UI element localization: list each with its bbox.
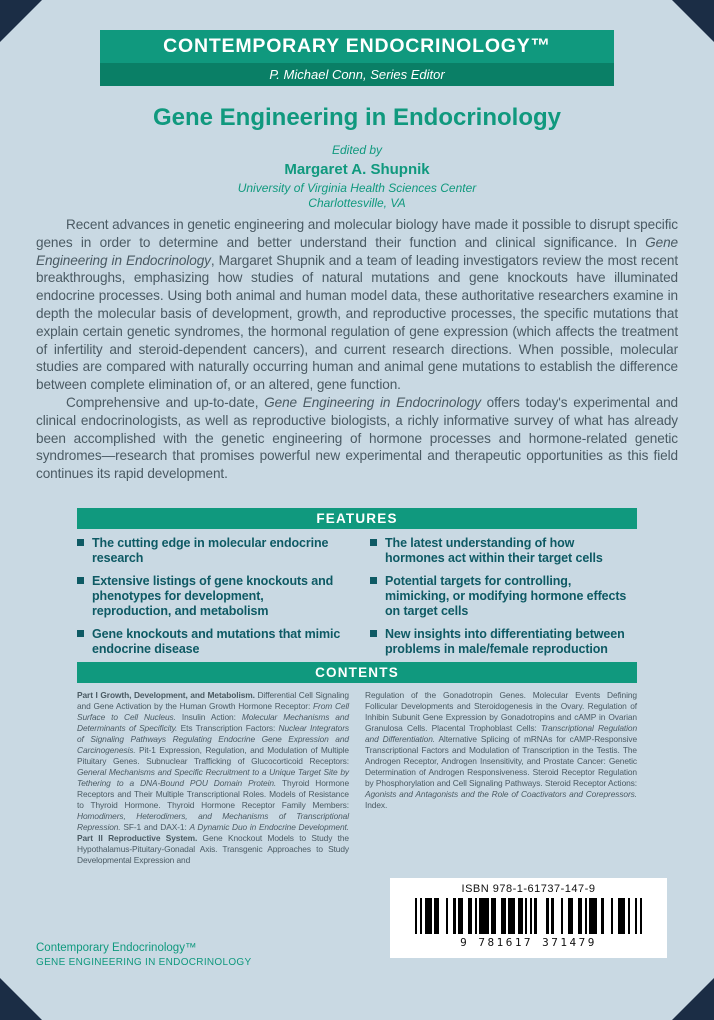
- corner-triangle-top-left: [0, 0, 42, 42]
- feature-text: The cutting edge in molecular endocrine research: [92, 536, 329, 565]
- square-bullet-icon: [77, 539, 84, 546]
- editor-location: Charlottesville, VA: [308, 196, 406, 210]
- features-column-right: [370, 536, 637, 657]
- contents-list: [77, 690, 637, 866]
- square-bullet-icon: [370, 630, 377, 637]
- editor-affiliation: University of Virginia Health Sciences Center: [237, 181, 477, 195]
- feature-text: Extensive listings of gene knockouts and phenotypes for development, reproduction, and metabolism: [92, 574, 334, 618]
- description: [36, 216, 678, 483]
- footer: [36, 942, 252, 968]
- edited-by-label: Edited by: [331, 143, 383, 157]
- feature-item: [77, 536, 344, 566]
- square-bullet-icon: [77, 630, 84, 637]
- corner-triangle-top-right: [672, 0, 714, 42]
- editor-name: Margaret A. Shupnik: [284, 161, 430, 178]
- title-block: [0, 104, 714, 211]
- contents-column-left: Part I Growth, Development, and Metabolism. Differential Cell Signaling and Gene Activation by the Human Growth Hormone Receptor: From Cell Surface to Cell Nucleus. Insulin Action: Molecular Mechanisms and Determinants of Specificity. Ets Transcription Factors: Nuclear Integrators of Signaling Pathways Regulating Endocrine Gene Expression and Carcinogenesis. Pit-1 Expression, Regulation, and Modulation of Multiple Pituitary Genes. Subnuclear Trafficking of Glucocorticoid Receptors: General Mechanisms and Specific Recruitment to a Unique Target Site by Tethering to a DNA-Bound POU Domain Protein. Thyroid Hormone Receptors and Their Multiple Transcriptional Roles. Models of Resistance to Thyroid Hormone. Thyroid Hormone Receptor Family Members: Homodimers, Heterodimers, and Mechanisms of Transcriptional Repression. SF-1 and DAX-1: A Dynamic Duo in Endocrine Development. Part II Reproductive System. Gene Knockout Models to Study the Hypothalamus-Pituitary-Gonadal Axis. Transgenic Approaches to Study Developmental Expression and: [77, 690, 349, 865]
- feature-text: Potential targets for controlling, mimicking, or modifying hormone effects on target cells: [385, 574, 627, 618]
- barcode-digits: 9 781617 371479: [460, 936, 597, 949]
- feature-text: The latest understanding of how hormones act within their target cells: [385, 536, 603, 565]
- footer-series-line: Contemporary Endocrinology™: [36, 942, 197, 954]
- square-bullet-icon: [370, 539, 377, 546]
- series-banner: [100, 30, 614, 63]
- square-bullet-icon: [77, 577, 84, 584]
- feature-text: Gene knockouts and mutations that mimic endocrine disease: [92, 627, 341, 656]
- corner-triangle-bottom-right: [672, 978, 714, 1020]
- features-heading: FEATURES: [316, 511, 398, 526]
- feature-item: [370, 627, 637, 657]
- feature-item: [370, 536, 637, 566]
- square-bullet-icon: [370, 577, 377, 584]
- series-name: CONTEMPORARY ENDOCRINOLOGY™: [163, 35, 551, 57]
- features-list: [77, 536, 637, 657]
- contents-column-right: Regulation of the Gonadotropin Genes. Molecular Events Defining Follicular Developments and Steroidogenesis in the Ovary. Regulation of Inhibin Subunit Gene Expression by Gonadotropins and cAMP in Ovarian Granulosa Cells. Placental Trophoblast Cells: Transcriptional Regulation and Differentiation. Alternative Splicing of mRNAs for cAMP-Responsive Transcriptional Factors and Modulation of Transcription in the Testis. The Androgen Receptor, Androgen Insensitivity, and Prostate Cancer: Genetic Determination of Androgen Responsiveness. Steroid Receptor Regulation by Phosphorylation and Cell Signaling Pathways. Steroid Receptor Actions: Agonists and Antagonists and the Role of Coactivators and Corepressors. Index.: [365, 690, 638, 810]
- feature-text: New insights into differentiating between problems in male/female reproduction: [385, 627, 625, 656]
- features-banner: [77, 508, 637, 529]
- book-title: Gene Engineering in Endocrinology: [152, 104, 562, 131]
- series-editor-line: P. Michael Conn, Series Editor: [269, 67, 445, 82]
- corner-triangle-bottom-left: [0, 978, 42, 1020]
- description-paragraph-1: Recent advances in genetic engineering and molecular biology have made it possible to disrupt specific genes in order to determine and better understand their function and clinical significance. In Gene Engineering in Endocrinology, Margaret Shupnik and a team of leading investigators review the most recent breakthroughs, emphasizing how studies of natural mutations and gene knockouts have illuminated endocrine processes. Using both animal and human model data, these authoritative researchers examine in depth the molecular basis of development, growth, and reproductive processes, the specific mutations that explain certain genetic syndromes, the hormonal regulation of gene expression (which affects the treatment of infertility and steroid-dependent cancers), and current research directions. When possible, molecular studies are compared with naturally occurring human and animal gene mutations to establish the difference between complete elimination of, or an altered, gene function.: [36, 217, 678, 393]
- feature-item: [370, 574, 637, 619]
- feature-item: [77, 574, 344, 619]
- ean-barcode: [415, 898, 642, 934]
- features-column-left: [77, 536, 344, 657]
- isbn-barcode-block: [390, 878, 667, 958]
- footer-title-line: GENE ENGINEERING IN ENDOCRINOLOGY: [36, 957, 252, 968]
- series-editor-banner: [100, 63, 614, 86]
- feature-item: [77, 627, 344, 657]
- isbn-label: ISBN 978-1-61737-147-9: [461, 883, 596, 895]
- description-paragraph-2: Comprehensive and up-to-date, Gene Engineering in Endocrinology offers today's experimental and clinical endocrinologists, as well as reproductive biologists, a richly informative survey of what has already been accomplished with the genetic engineering of hormone processes and hormone-related genetic syndromes—research that promises powerful new experimental and therapeutic opportunities as this field continues its rapid development.: [36, 394, 678, 482]
- contents-heading: CONTENTS: [315, 665, 399, 680]
- contents-banner: [77, 662, 637, 683]
